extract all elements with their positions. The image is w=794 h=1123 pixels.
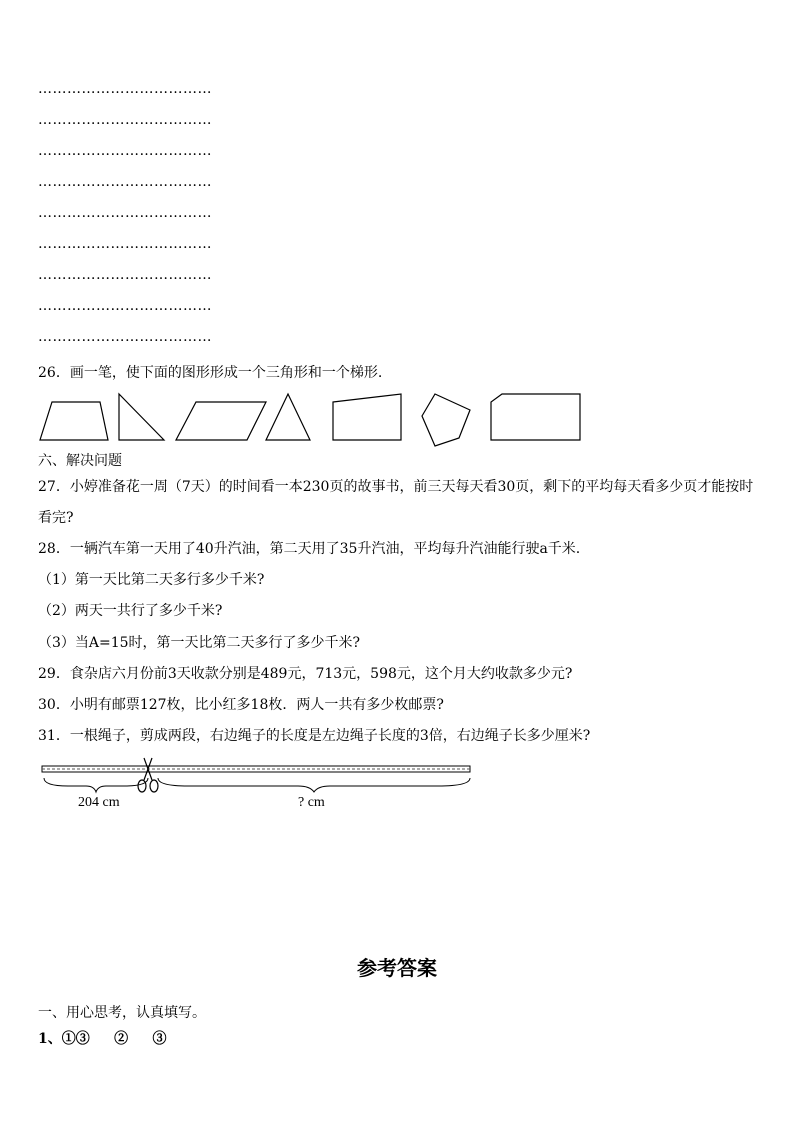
rope-figure [38,756,478,816]
pentagon-shape [422,394,470,446]
answer-section-1-heading: 一、用心思考，认真填写。 [38,1005,206,1021]
right-brace [158,778,470,792]
right-triangle-shape [119,394,164,440]
quadrilateral-shape [333,394,401,440]
answer-line-1: ……………………………… [38,81,212,97]
answer-line-8: ……………………………… [38,298,212,314]
right-length-label: ? cm [298,795,325,810]
triangle-shape [266,394,310,440]
answer-1: 1、①③ ② ③ [38,1031,167,1047]
answer-line-4: ……………………………… [38,174,212,190]
question-28-sub-3: （3）当A=15时，第一天比第二天多行了多少千米? [38,635,361,651]
shapes-figure [0,388,794,448]
answer-line-6: ……………………………… [38,236,212,252]
trapezoid-shape [40,402,108,440]
left-length-label: 204 cm [78,795,120,810]
question-28: 28．一辆汽车第一天用了40升汽油，第二天用了35升汽油，平均每升汽油能行驶a千米. [38,541,581,557]
question-27-line-1: 27．小婷准备花一周（7天）的时间看一本230页的故事书，前三天每天看30页，剩下的平均每天看多少页才能按时 [38,479,754,495]
answer-line-2: ……………………………… [38,112,212,128]
rope [42,766,470,772]
question-28-sub-1: （1）第一天比第二天多行多少千米? [38,572,265,588]
answer-line-3: ……………………………… [38,143,212,159]
answer-title: 参考答案 [357,956,437,980]
answer-line-9: ……………………………… [38,329,212,345]
question-27-line-2: 看完? [38,510,74,526]
answer-line-7: ……………………………… [38,267,212,283]
parallelogram-shape [176,402,266,440]
answer-line-5: ……………………………… [38,205,212,221]
question-29: 29．食杂店六月份前3天收款分别是489元，713元，598元，这个月大约收款多少元? [38,666,573,682]
hexagon-shape [491,394,580,440]
section-6-heading: 六、解决问题 [38,453,122,469]
left-brace [44,778,148,792]
question-31: 31．一根绳子，剪成两段，右边绳子的长度是左边绳子长度的3倍，右边绳子长多少厘米? [38,728,591,744]
question-28-sub-2: （2）两天一共行了多少千米? [38,603,223,619]
question-26: 26．画一笔，使下面的图形形成一个三角形和一个梯形. [38,365,383,381]
question-30: 30．小明有邮票127枚，比小红多18枚．两人一共有多少枚邮票? [38,697,444,713]
scissors-icon [138,758,158,792]
